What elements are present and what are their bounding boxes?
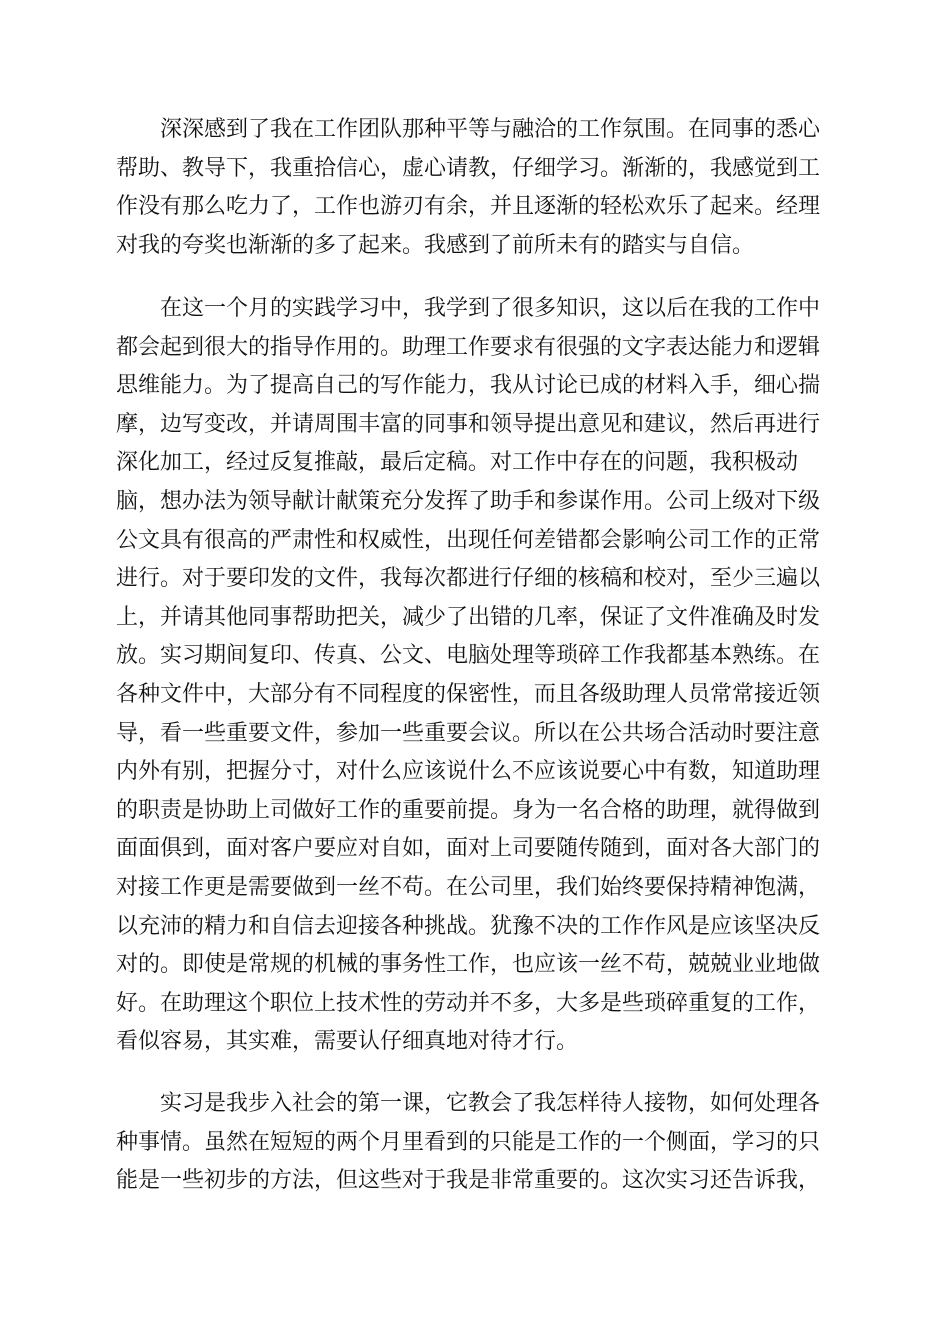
text-line: 实习是我步入社会的第一课，它教会了我怎样待人接物，如何处理各 — [160, 1091, 821, 1116]
text-line: 以充沛的精力和自信去迎接各种挑战。犹豫不决的工作作风是应该坚决反 — [116, 913, 821, 939]
text-line: 能是一些初步的方法，但这些对于我是非常重要的。这次实习还告诉我， — [116, 1168, 821, 1194]
text-line: 好。在助理这个职位上技术性的劳动并不多，大多是些琐碎重复的工作， — [116, 990, 821, 1016]
text-line: 思维能力。为了提高自己的写作能力，我从讨论已成的材料入手，细心揣 — [116, 373, 821, 399]
text-line: 深深感到了我在工作团队那种平等与融洽的工作氛围。在同事的悉心 — [160, 117, 821, 142]
text-line: 作没有那么吃力了，工作也游刃有余，并且逐渐的轻松欢乐了起来。经理 — [116, 194, 821, 220]
text-line: 摩，边写变改，并请周围丰富的同事和领导提出意见和建议，然后再进行 — [116, 411, 821, 437]
text-line: 导，看一些重要文件，参加一些重要会议。所以在公共场合活动时要注意 — [116, 720, 821, 746]
paragraph-1 — [116, 111, 836, 265]
text-line: 内外有别，把握分寸，对什么应该说什么不应该说要心中有数，知道助理 — [116, 759, 821, 785]
text-line: 对接工作更是需要做到一丝不苟。在公司里，我们始终要保持精神饱满， — [116, 874, 821, 900]
text-line: 公文具有很高的严肃性和权威性，出现任何差错都会影响公司工作的正常 — [116, 527, 821, 553]
text-line: 进行。对于要印发的文件，我每次都进行仔细的核稿和校对，至少三遍以 — [116, 566, 821, 592]
text-line: 在这一个月的实践学习中，我学到了很多知识，这以后在我的工作中 — [160, 296, 821, 321]
text-line: 看似容易，其实难，需要认仔细真地对待才行。 — [116, 1029, 579, 1055]
text-line: 的职责是协助上司做好工作的重要前提。身为一名合格的助理，就得做到 — [116, 797, 821, 823]
text-line: 放。实习期间复印、传真、公文、电脑处理等琐碎工作我都基本熟练。在 — [116, 643, 821, 669]
text-line: 帮助、教导下，我重拾信心，虚心请教，仔细学习。渐渐的，我感觉到工 — [116, 155, 821, 181]
text-line: 种事情。虽然在短短的两个月里看到的只能是工作的一个侧面，学习的只 — [116, 1129, 821, 1155]
text-line: 各种文件中，大部分有不同程度的保密性，而且各级助理人员常常接近领 — [116, 681, 821, 707]
text-line: 对的。即使是常规的机械的事务性工作，也应该一丝不苟，兢兢业业地做 — [116, 952, 821, 978]
text-line: 对我的夸奖也渐渐的多了起来。我感到了前所未有的踏实与自信。 — [116, 232, 755, 258]
text-line: 都会起到很大的指导作用的。助理工作要求有很强的文字表达能力和逻辑 — [116, 334, 821, 360]
text-line: 上，并请其他同事帮助把关，减少了出错的几率，保证了文件准确及时发 — [116, 604, 821, 630]
paragraph-3 — [116, 1085, 836, 1201]
text-line: 脑，想办法为领导献计献策充分发挥了助手和参谋作用。公司上级对下级 — [116, 488, 821, 514]
paragraph-2 — [116, 290, 836, 1062]
text-line: 面面俱到，面对客户要应对自如，面对上司要随传随到，面对各大部门的 — [116, 836, 821, 862]
text-line: 深化加工，经过反复推敲，最后定稿。对工作中存在的问题，我积极动 — [116, 450, 799, 476]
